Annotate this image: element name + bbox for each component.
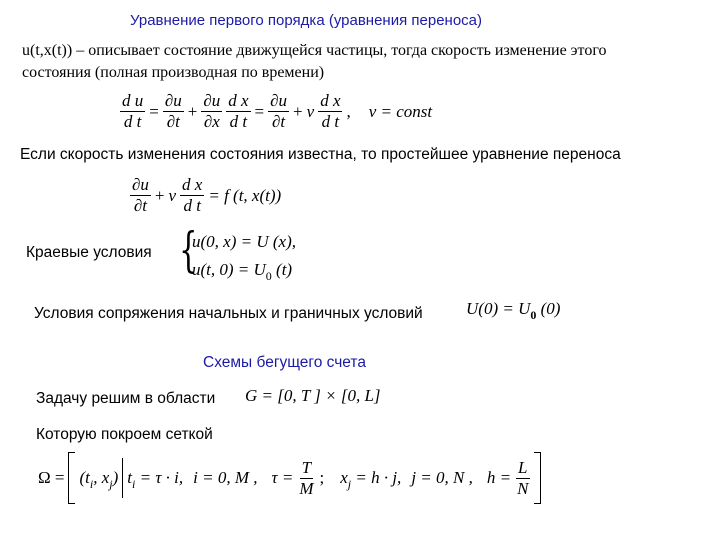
velocity-symbol: v xyxy=(306,101,315,121)
grid-pair xyxy=(79,468,119,491)
schemes-title: Схемы бегущего счета xyxy=(203,354,366,371)
frac-den: ∂t xyxy=(272,112,286,131)
boundary-cond-1: u(0, x) = U (x), xyxy=(192,232,296,251)
subscript-j: j xyxy=(109,477,113,491)
left-brace-glyph: { xyxy=(179,222,198,278)
frac-den: N xyxy=(517,478,529,498)
boundary-cond-2-tail: (t) xyxy=(271,260,293,279)
transport-equation xyxy=(128,176,283,215)
total-derivative-equation xyxy=(118,92,434,131)
frac-pu-pt xyxy=(163,92,184,131)
tau-eq: τ = xyxy=(271,468,294,487)
boundary-cond-2-main: u(t, 0) = U xyxy=(192,260,266,279)
frac-den: ∂x xyxy=(203,112,220,131)
pair-open: (t xyxy=(79,468,90,487)
grid-equation xyxy=(36,452,543,504)
frac-den: d t xyxy=(229,112,248,131)
xj-rest: = h · j, xyxy=(351,468,402,487)
domain-label: Задачу решим в области xyxy=(36,390,216,407)
conjugation-eq-tail: (0) xyxy=(536,299,561,318)
subscript: 0 xyxy=(530,308,537,322)
x-symbol: x xyxy=(340,468,348,487)
frac-den: ∂t xyxy=(133,196,148,215)
comma: , xyxy=(346,101,351,121)
frac-dx-dt-2 xyxy=(318,92,342,131)
frac-T-M xyxy=(297,459,315,498)
subscript-i: i xyxy=(132,477,136,491)
frac-num: ∂u xyxy=(270,91,288,110)
boundary-cond-2 xyxy=(192,260,293,283)
frac-den: d t xyxy=(183,196,201,215)
frac-pu-pt-2 xyxy=(268,92,289,131)
intro-line-2: состояния (полная производная по времени) xyxy=(22,64,325,81)
equals-sign: = xyxy=(149,101,159,121)
frac-num: d u xyxy=(122,91,144,110)
known-velocity-text: Если скорость изменения состояния известна, то простейшее уравнение переноса xyxy=(20,146,621,163)
h-eq: h = xyxy=(486,468,512,487)
frac-dx-dt xyxy=(226,92,250,131)
equation-rhs: = f (t, x(t)) xyxy=(208,185,282,205)
boundary-label: Краевые условия xyxy=(26,244,152,261)
subscript: 0 xyxy=(265,269,272,283)
plus-sign: + xyxy=(154,185,165,205)
intro-line-1: u(t,x(t)) – описывает состояние движущейся частицы, тогда скорость изменение этого xyxy=(22,42,607,59)
velocity-symbol: v xyxy=(168,185,177,205)
plus-sign: + xyxy=(293,101,303,121)
subscript-j: j xyxy=(347,477,352,491)
set-close-bracket xyxy=(534,452,541,504)
pair-close: ) xyxy=(112,468,119,487)
frac-num: ∂u xyxy=(203,91,221,110)
frac-du-dt xyxy=(120,92,145,131)
domain-equation: G = [0, T ] × [0, L] xyxy=(245,386,381,405)
conjugation-equation xyxy=(466,299,561,322)
set-open-bracket xyxy=(68,452,75,504)
subscript-i: i xyxy=(89,477,94,491)
frac-num: d x xyxy=(182,175,203,194)
i-range: i = 0, M , xyxy=(193,468,258,487)
xj-definition xyxy=(340,468,402,491)
velocity-const: v = const xyxy=(368,101,433,121)
frac-num: ∂u xyxy=(164,91,182,110)
frac-den: ∂t xyxy=(166,112,180,131)
conjugation-label: Условия сопряжения начальных и граничных условий xyxy=(34,305,423,322)
equals-sign: = xyxy=(254,101,265,121)
frac-num: T xyxy=(301,457,312,477)
frac-num: ∂u xyxy=(132,175,149,194)
plus-sign: + xyxy=(187,101,198,121)
frac-pu-px xyxy=(201,92,222,131)
set-separator-bar xyxy=(122,458,123,498)
j-range: j = 0, N , xyxy=(411,468,473,487)
ti-definition xyxy=(127,468,184,491)
pair-mid: , x xyxy=(93,468,110,487)
frac-den: d t xyxy=(123,112,142,131)
frac-pu-pt-3 xyxy=(130,176,151,215)
conjugation-eq-main: U(0) = U xyxy=(466,299,531,318)
frac-num: d x xyxy=(320,91,341,110)
omega-symbol: Ω = xyxy=(38,468,65,487)
frac-num: L xyxy=(518,457,528,477)
t-symbol: t xyxy=(127,468,133,487)
frac-den: d t xyxy=(321,112,340,131)
frac-num: d x xyxy=(228,91,249,110)
frac-dx-dt-3 xyxy=(180,176,204,215)
grid-label: Которую покроем сеткой xyxy=(36,426,213,443)
ti-rest: = τ · i, xyxy=(135,468,184,487)
semicolon: ; xyxy=(319,468,325,487)
slide-title: Уравнение первого порядка (уравнения переноса) xyxy=(130,12,482,29)
frac-den: M xyxy=(299,478,314,498)
frac-L-N xyxy=(515,459,530,498)
